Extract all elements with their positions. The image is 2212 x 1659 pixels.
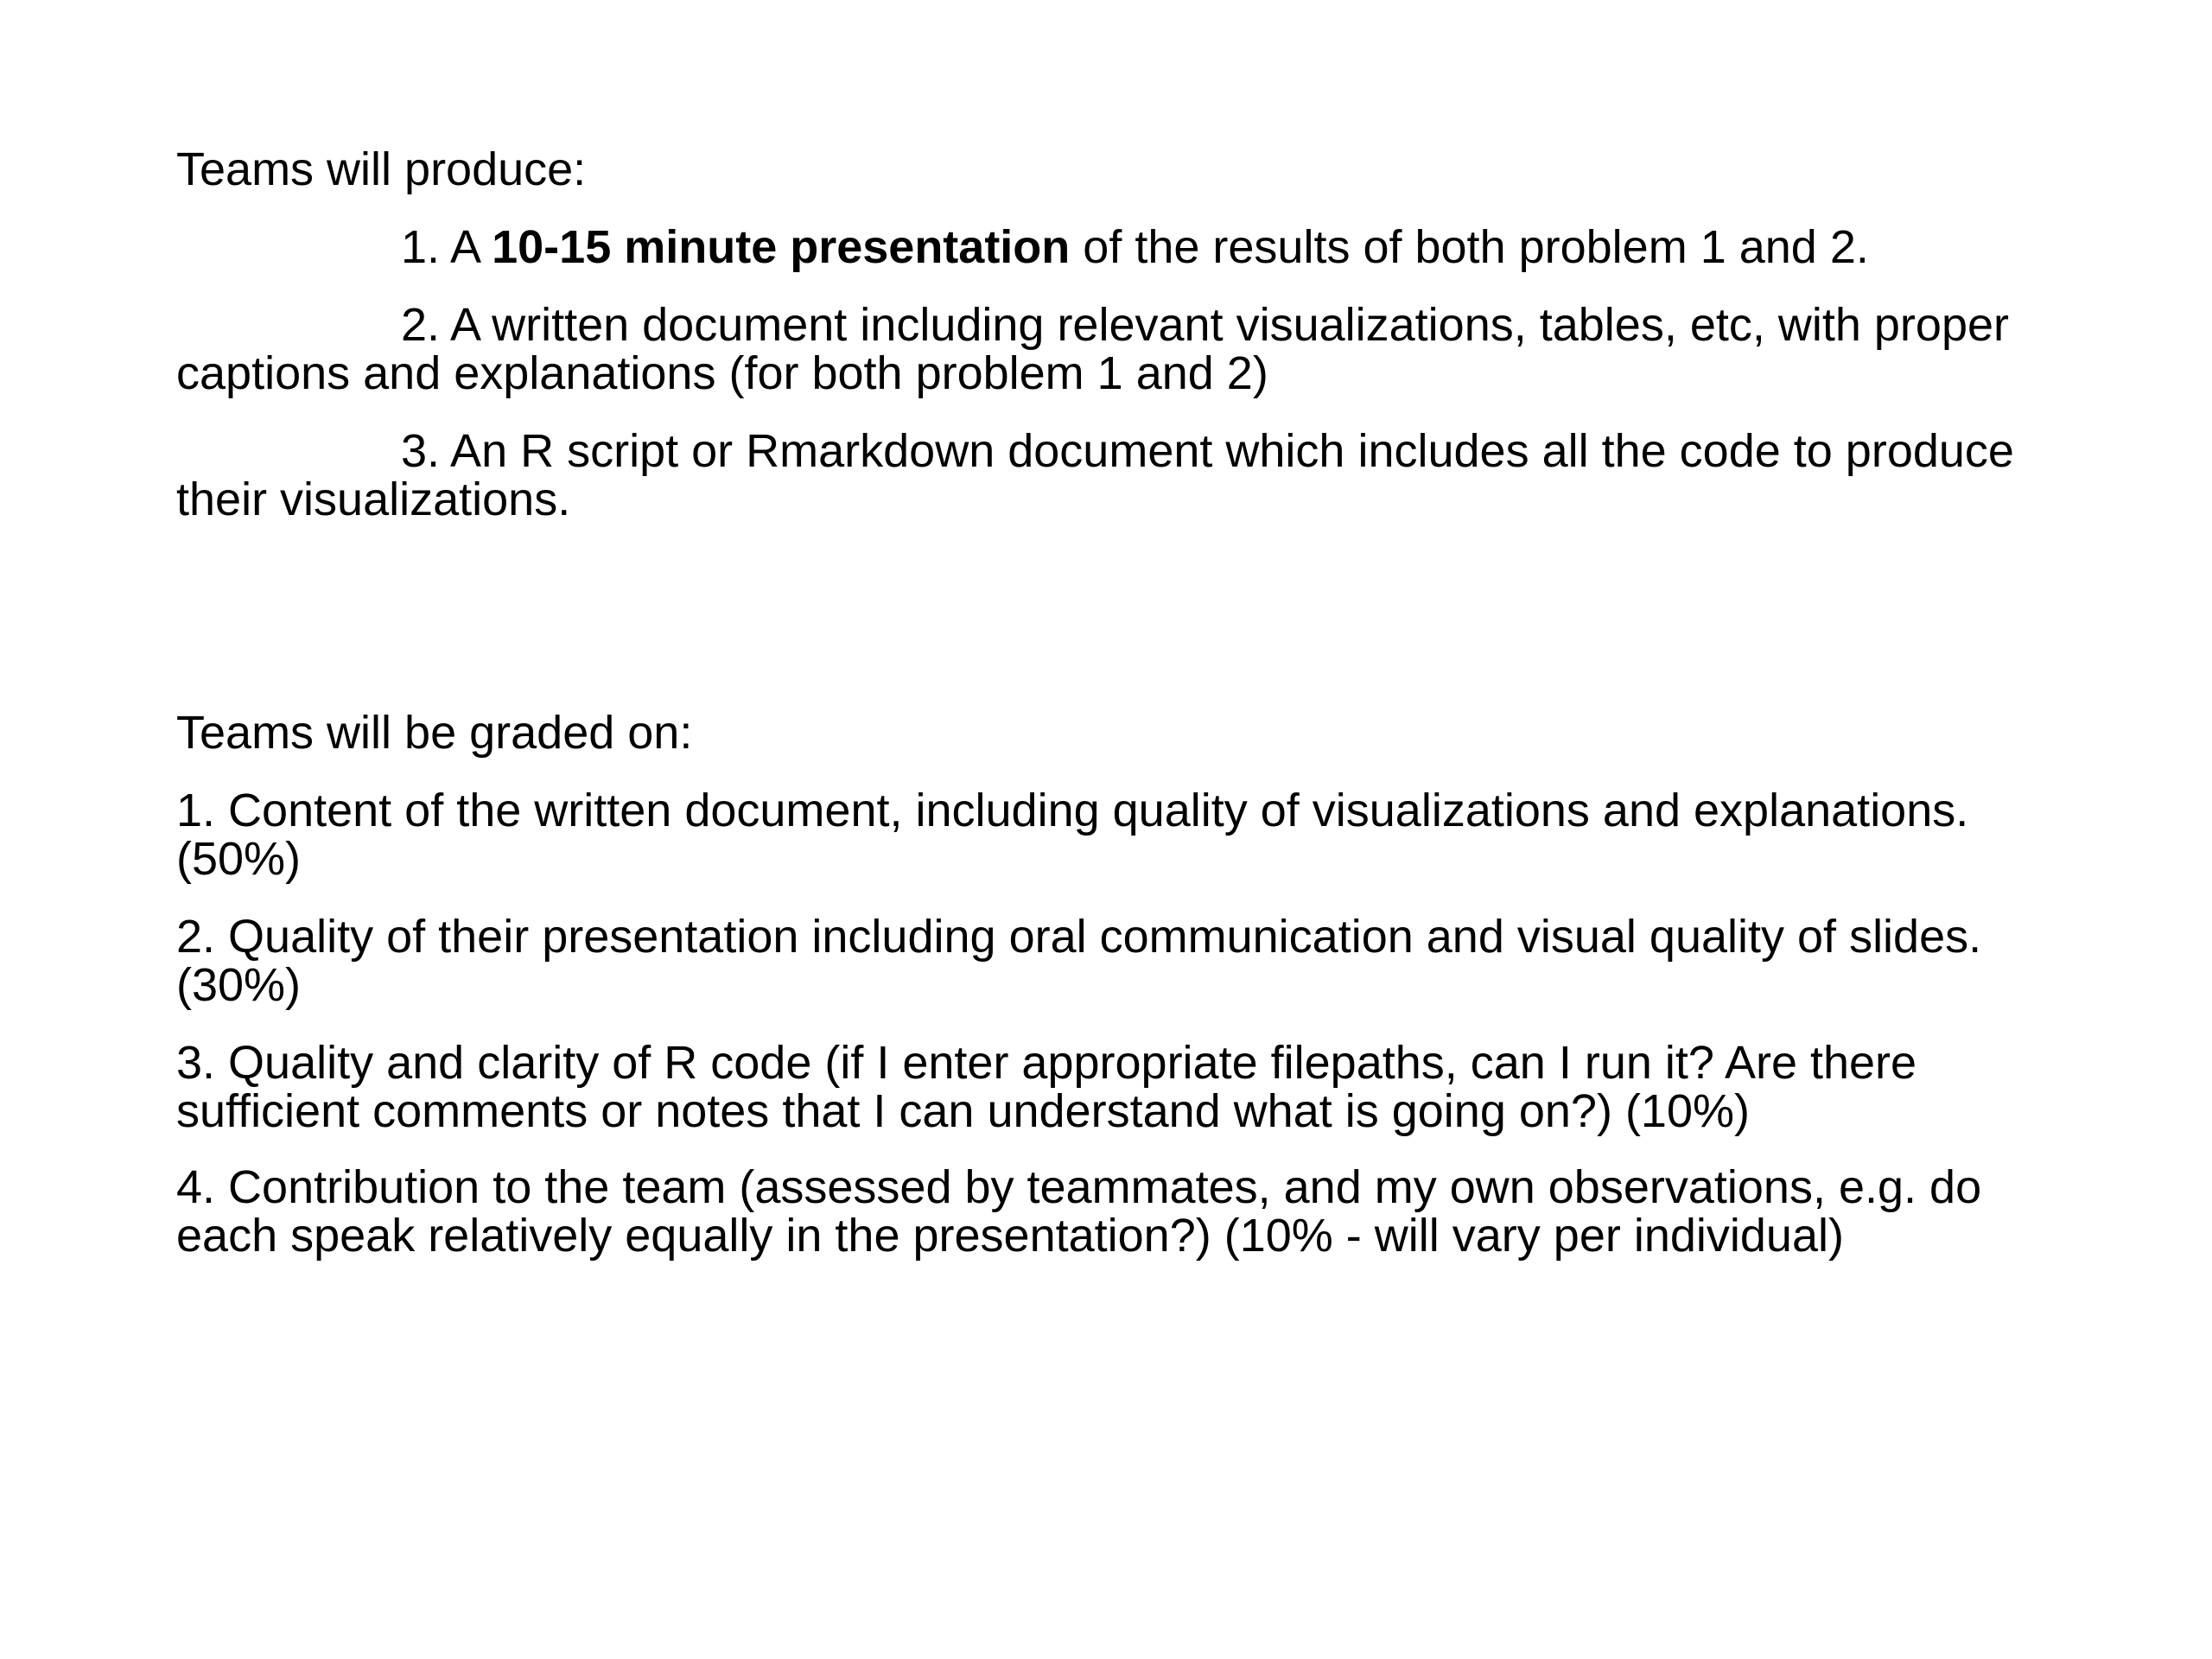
produce-item-2: 2. A written document including relevant visualizations, tables, etc, with proper captions and explanations (for both problem 1 and 2) bbox=[176, 299, 2009, 399]
produce-item-1-suffix: of the results of both problem 1 and 2. bbox=[1070, 221, 1869, 273]
produce-item-1-prefix: 1. A bbox=[401, 221, 493, 273]
produce-item-1 bbox=[176, 223, 2077, 271]
graded-item-3: 3. Quality and clarity of R code (if I enter appropriate filepaths, can I run it? Are there sufficient comments or notes that I can understand what is going on?) (10%) bbox=[176, 1037, 1917, 1137]
graded-item-4: 4. Contribution to the team (assessed by teammates, and my own observations, e.g. do each speak relatively equally in the presentation?) (10% - will vary per individual) bbox=[176, 1161, 1982, 1262]
graded-item-1: 1. Content of the written document, including quality of visualizations and explanations. (50%) bbox=[176, 785, 1969, 885]
produce-item-3: 3. An R script or Rmarkdown document which includes all the code to produce their visualizations. bbox=[176, 425, 2014, 525]
produce-heading: Teams will produce: bbox=[176, 143, 587, 195]
produce-item-1-bold: 10-15 minute presentation bbox=[492, 221, 1071, 273]
graded-heading: Teams will be graded on: bbox=[176, 707, 693, 759]
graded-item-2: 2. Quality of their presentation including oral communication and visual quality of slides. (30%) bbox=[176, 911, 1982, 1011]
